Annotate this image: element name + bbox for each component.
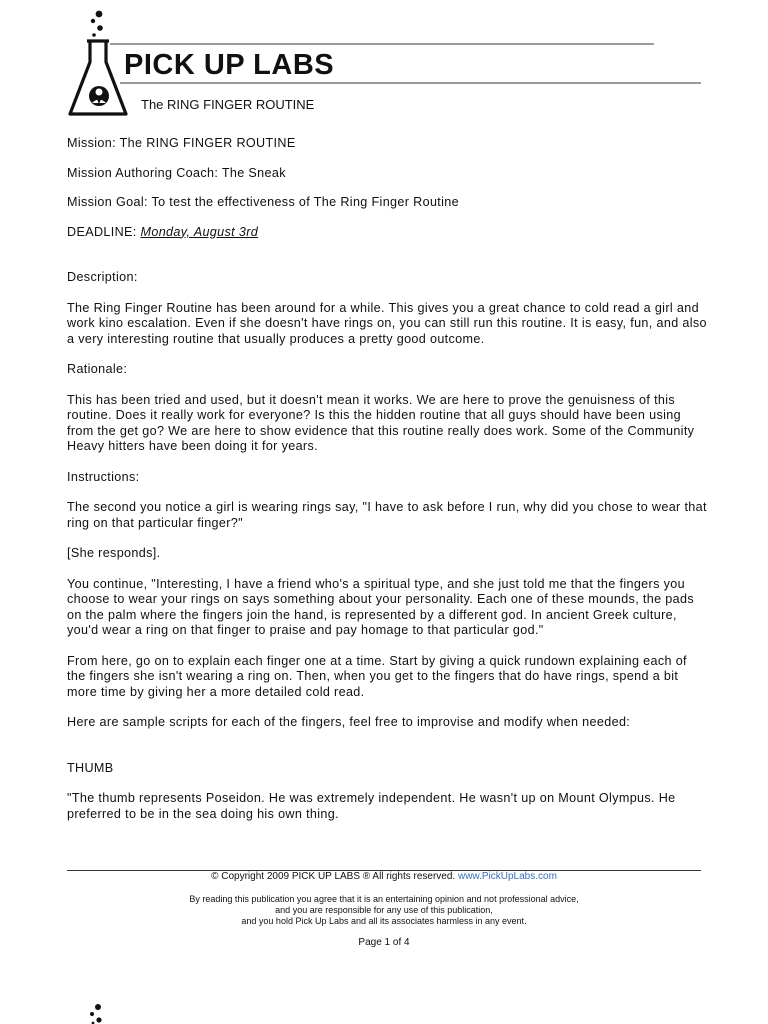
rationale-heading: Rationale: xyxy=(67,362,128,376)
header-rule-bottom xyxy=(120,82,701,84)
page-number: Page 1 of 4 xyxy=(358,937,410,948)
copyright-text: © Copyright 2009 PICK UP LABS ® All rights reserved. xyxy=(211,871,458,882)
footer-copyright xyxy=(0,871,768,882)
deadline-line xyxy=(67,225,707,241)
description-heading: Description: xyxy=(67,270,138,284)
deadline-label: DEADLINE: xyxy=(67,224,141,239)
document-body xyxy=(67,136,707,822)
coach-line: Mission Authoring Coach: The Sneak xyxy=(67,165,286,180)
deadline-date: Monday, August 3rd xyxy=(140,224,259,239)
mission-line: Mission: The RING FINGER ROUTINE xyxy=(67,136,296,150)
instructions-paragraph: From here, go on to explain each finger one at a time. Start by giving a quick rundown explaining each of the fingers she isn't wearing a ring on. Then, when you get to the fingers that do have rings, spend a bit more time by giving her a more detailed cold read. xyxy=(67,653,687,699)
rationale-body: This has been tried and used, but it doesn't mean it works. We are here to prove the genuisness of this routine. Does it really work for everyone? Is this the hidden routine that all guys should have been using from the get go? We are here to show evidence that this routine really does work. Some of the Community Heavy hitters have been doing it for years. xyxy=(67,392,695,453)
disclaimer-line: By reading this publication you agree that it is an entertaining opinion and not professional advice, xyxy=(189,894,579,904)
thumb-body: "The thumb represents Poseidon. He was extremely independent. He wasn't up on Mount Olympus. He preferred to be in the sea doing his own thing. xyxy=(67,791,676,821)
instructions-paragraph: Here are sample scripts for each of the fingers, feel free to improvise and modify when needed: xyxy=(67,715,631,729)
bubbles-icon xyxy=(86,1002,110,1024)
goal-line: Mission Goal: To test the effectiveness of The Ring Finger Routine xyxy=(67,195,460,209)
instructions-paragraph: [She responds]. xyxy=(67,546,161,560)
instructions-heading: Instructions: xyxy=(67,469,140,484)
description-body: The Ring Finger Routine has been around for a while. This gives you a great chance to cold read a girl and work kino escalation. Even if she doesn't have rings on, you can still run this routine. It is easy, fun, and also a very interesting routine that usually produces a pretty good outcome. xyxy=(67,300,707,346)
flask-logo-icon xyxy=(66,6,130,120)
thumb-heading: THUMB xyxy=(67,760,114,775)
instructions-paragraph: The second you notice a girl is wearing rings say, "I have to ask before I run, why did you chose to wear that ring on that particular finger?" xyxy=(67,500,707,530)
document-subtitle: The RING FINGER ROUTINE xyxy=(141,97,315,112)
website-link[interactable]: www.PickUpLabs.com xyxy=(457,871,557,882)
brand-title: PICK UP LABS xyxy=(124,49,335,81)
instructions-paragraph: You continue, "Interesting, I have a friend who's a spiritual type, and she just told me that the fingers you choose to wear your rings on says something about your personality. Each one of these mounds, the pads on the palm where the fingers join the hand, is represented by a different god. In ancient Greek culture, you'd wear a ring on that finger to praise and pay homage to that particular god." xyxy=(67,576,695,637)
header-rule-top xyxy=(110,43,654,45)
disclaimer-line: and you hold Pick Up Labs and all its associates harmless in any event. xyxy=(241,916,527,926)
footer-disclaimer xyxy=(0,894,768,927)
disclaimer-line: and you are responsible for any use of this publication, xyxy=(275,905,493,915)
